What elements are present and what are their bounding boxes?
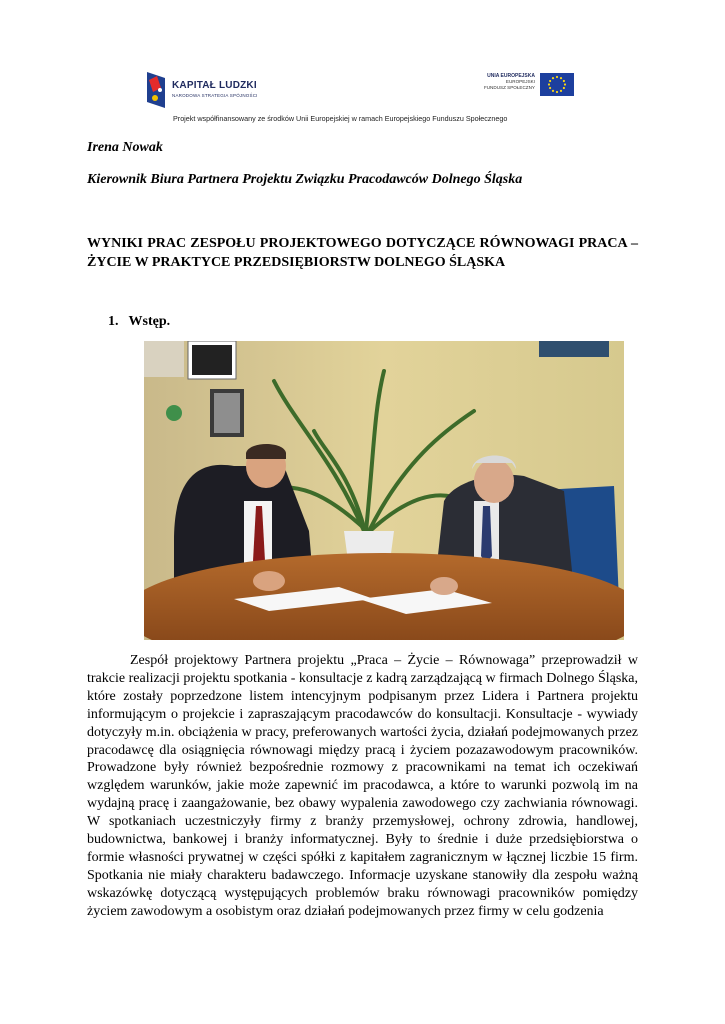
eu-line-1: UNIA EUROPEJSKA [487,73,535,79]
eu-logo-text [455,73,535,91]
eu-line-2: EUROPEJSKI [505,79,535,84]
page-header [0,0,725,130]
signing-ceremony-photo [144,341,624,640]
logo-subtitle: NARODOWA STRATEGIA SPÓJNOŚCI [172,93,258,98]
section-number: 1. [108,314,119,329]
author-name: Irena Nowak [87,140,163,155]
body-paragraph: Zespół projektowy Partnera projektu „Praca – Życie – Równowaga” przeprowadził w trakcie realizacji projektu spotkania - konsultacje z kadrą zarządzającą w firmach Dolnego Śląska, które zostały poprzedzone listem intencyjnym podpisanym przez Lidera i Partnera projektu informującym o projekcie i zapraszającym pracodawców do konsultacji. Konsultacje - wywiady dotyczyły m.in. obciążenia w pracy, preferowanych wartości życia, działań podejmowanych przez pracodawcę dla osiągnięcia równowagi między pracą i życiem pozazawodowym pracowników. Prowadzone były również bezpośrednie rozmowy z pracownikami na temat ich oczekiwań względem warunków, jakie może zapewnić im pracodawca, a które to warunki pozwolą im na wydajną pracę i zaangażowanie, bez obawy wypalenia zawodowego czy zachwiania równowagi. W spotkaniach uczestniczyły firmy z branży przemysłowej, ochrony zdrowia, handlowej, budownictwa, bankowej i branży informatycznej. Były to średnie i duże przedsiębiorstwa o formie własności prywatnej w części spółki z kapitałem zagranicznym w łącznej liczbie 15 firm. Spotkania nie miały charakteru badawczego. Informacje uzyskane stanowiły dla zespołu ważną wskazówkę dotyczącą występujących problemów braku równowagi pracowników pomiędzy życiem zawodowym a osobistym oraz działań podejmowanych przez firmy w celu godzenia [87,653,638,919]
eu-line-3: FUNDUSZ SPOŁECZNY [483,85,535,90]
eu-flag-icon [540,73,574,96]
body-text [87,652,638,921]
section-title: Wstęp. [128,314,171,329]
section-heading [108,314,180,330]
kapital-ludzki-logo-text [172,80,258,98]
logo-title: KAPITAŁ LUDZKI [172,80,257,91]
author-role: Kierownik Biura Partnera Projektu Związku Pracodawców Dolnego Śląska [87,172,523,187]
document-title: WYNIKI PRAC ZESPOŁU PROJEKTOWEGO DOTYCZĄCE RÓWNOWAGI PRACA – ŻYCIE W PRAKTYCE PRZEDSIĘBIORSTW DOLNEGO ŚLĄSKA [87,236,638,270]
cofinancing-note: Projekt współfinansowany ze środków Unii Europejskiej w ramach Europejskiego Funduszu Społecznego [173,114,508,123]
